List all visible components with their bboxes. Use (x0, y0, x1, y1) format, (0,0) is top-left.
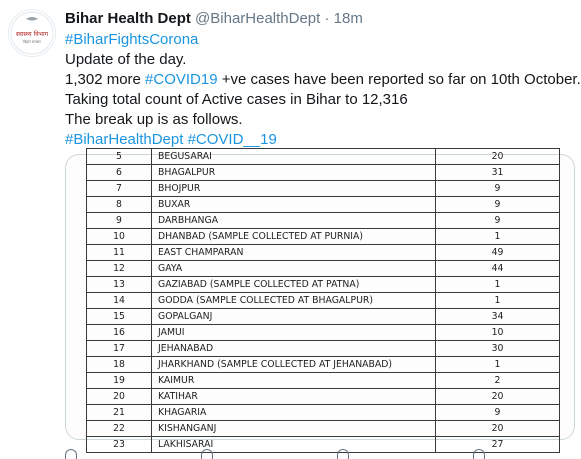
serial-number-cell: 13 (87, 277, 152, 293)
serial-number-cell: 11 (87, 245, 152, 261)
tweet-media-image[interactable] (65, 151, 575, 450)
author-name[interactable]: Bihar Health Dept (65, 10, 191, 27)
text-line-breakup: The break up is as follows. (65, 111, 243, 128)
table-row (87, 277, 560, 293)
serial-number-cell: 12 (87, 261, 152, 277)
serial-number-cell: 17 (87, 341, 152, 357)
serial-number-cell: 15 (87, 309, 152, 325)
table-row (87, 373, 560, 389)
serial-number-cell: 6 (87, 165, 152, 181)
table-row (87, 325, 560, 341)
text-line-total: Taking total count of Active cases in Bihar to 12,316 (65, 91, 408, 108)
table-row (87, 149, 560, 165)
district-cell: KATIHAR (152, 389, 436, 405)
district-cell: EAST CHAMPARAN (152, 245, 436, 261)
district-cell: BEGUSARAI (152, 149, 436, 165)
count-cell: 2 (436, 373, 560, 389)
health-dept-logo-icon (9, 10, 55, 56)
district-cell: BHOJPUR (152, 181, 436, 197)
district-cases-table (86, 148, 560, 453)
count-cell: 9 (436, 197, 560, 213)
count-cell: 44 (436, 261, 560, 277)
serial-number-cell: 7 (87, 181, 152, 197)
hashtag-covid19[interactable]: #COVID19 (145, 71, 218, 88)
count-cell: 9 (436, 181, 560, 197)
count-cell: 1 (436, 277, 560, 293)
table-row (87, 165, 560, 181)
hashtag-biharfightscorona[interactable]: #BiharFightsCorona (65, 31, 199, 48)
district-cell: KAIMUR (152, 373, 436, 389)
serial-number-cell: 16 (87, 325, 152, 341)
district-cell: JEHANABAD (152, 341, 436, 357)
count-cell: 9 (436, 213, 560, 229)
district-cell: JHARKHAND (SAMPLE COLLECTED AT JEHANABAD) (152, 357, 436, 373)
count-cell: 34 (436, 309, 560, 325)
tweet-actions (65, 449, 485, 459)
cases-suffix: +ve cases have been reported so far on 10th October. (217, 71, 581, 88)
table-row (87, 261, 560, 277)
district-cell: GAYA (152, 261, 436, 277)
text-line-update: Update of the day. (65, 51, 187, 68)
like-icon[interactable] (337, 449, 349, 459)
avatar[interactable] (8, 9, 56, 57)
district-cell: LAKHISARAI (152, 437, 436, 453)
cases-prefix: 1,302 more (65, 71, 146, 88)
district-cell: GODDA (SAMPLE COLLECTED AT BHAGALPUR) (152, 293, 436, 309)
share-icon[interactable] (473, 449, 485, 459)
district-cell: GAZIABAD (SAMPLE COLLECTED AT PATNA) (152, 277, 436, 293)
retweet-icon[interactable] (201, 449, 213, 459)
district-cell: DHANBAD (SAMPLE COLLECTED AT PURNIA) (152, 229, 436, 245)
count-cell: 10 (436, 325, 560, 341)
table-row (87, 389, 560, 405)
count-cell: 20 (436, 389, 560, 405)
serial-number-cell: 20 (87, 389, 152, 405)
table-row (87, 213, 560, 229)
svg-text:स्वास्थ्य विभाग: स्वास्थ्य विभाग (15, 31, 49, 38)
table-row (87, 229, 560, 245)
table-row (87, 341, 560, 357)
svg-text:बिहार सरकार: बिहार सरकार (23, 40, 41, 44)
text-line-cases (65, 70, 581, 90)
district-cell: BUXAR (152, 197, 436, 213)
count-cell: 9 (436, 405, 560, 421)
district-cell: JAMUI (152, 325, 436, 341)
hashtag-covid-19[interactable]: #COVID__19 (187, 131, 277, 148)
district-cell: KISHANGANJ (152, 421, 436, 437)
count-cell: 20 (436, 421, 560, 437)
count-cell: 1 (436, 293, 560, 309)
table-row (87, 405, 560, 421)
table-row (87, 181, 560, 197)
tweet-timestamp[interactable]: 18m (333, 10, 363, 27)
separator-dot: · (324, 10, 330, 27)
count-cell: 49 (436, 245, 560, 261)
serial-number-cell: 23 (87, 437, 152, 453)
district-cell: GOPALGANJ (152, 309, 436, 325)
serial-number-cell: 19 (87, 373, 152, 389)
tweet-text (65, 30, 581, 150)
serial-number-cell: 9 (87, 213, 152, 229)
count-cell: 1 (436, 357, 560, 373)
tweet-header (65, 9, 363, 29)
serial-number-cell: 5 (87, 149, 152, 165)
serial-number-cell: 18 (87, 357, 152, 373)
count-cell: 27 (436, 437, 560, 453)
table-row (87, 245, 560, 261)
table-row (87, 293, 560, 309)
table-row (87, 357, 560, 373)
author-handle[interactable]: @BiharHealthDept (195, 10, 321, 27)
serial-number-cell: 21 (87, 405, 152, 421)
table-row (87, 421, 560, 437)
table-row (87, 309, 560, 325)
count-cell: 30 (436, 341, 560, 357)
hashtag-biharhealthdept[interactable]: #BiharHealthDept (65, 131, 184, 148)
reply-icon[interactable] (65, 449, 77, 459)
serial-number-cell: 22 (87, 421, 152, 437)
district-cell: KHAGARIA (152, 405, 436, 421)
serial-number-cell: 10 (87, 229, 152, 245)
district-cell: DARBHANGA (152, 213, 436, 229)
count-cell: 20 (436, 149, 560, 165)
district-cell: BHAGALPUR (152, 165, 436, 181)
serial-number-cell: 8 (87, 197, 152, 213)
table-row (87, 197, 560, 213)
serial-number-cell: 14 (87, 293, 152, 309)
count-cell: 31 (436, 165, 560, 181)
count-cell: 1 (436, 229, 560, 245)
